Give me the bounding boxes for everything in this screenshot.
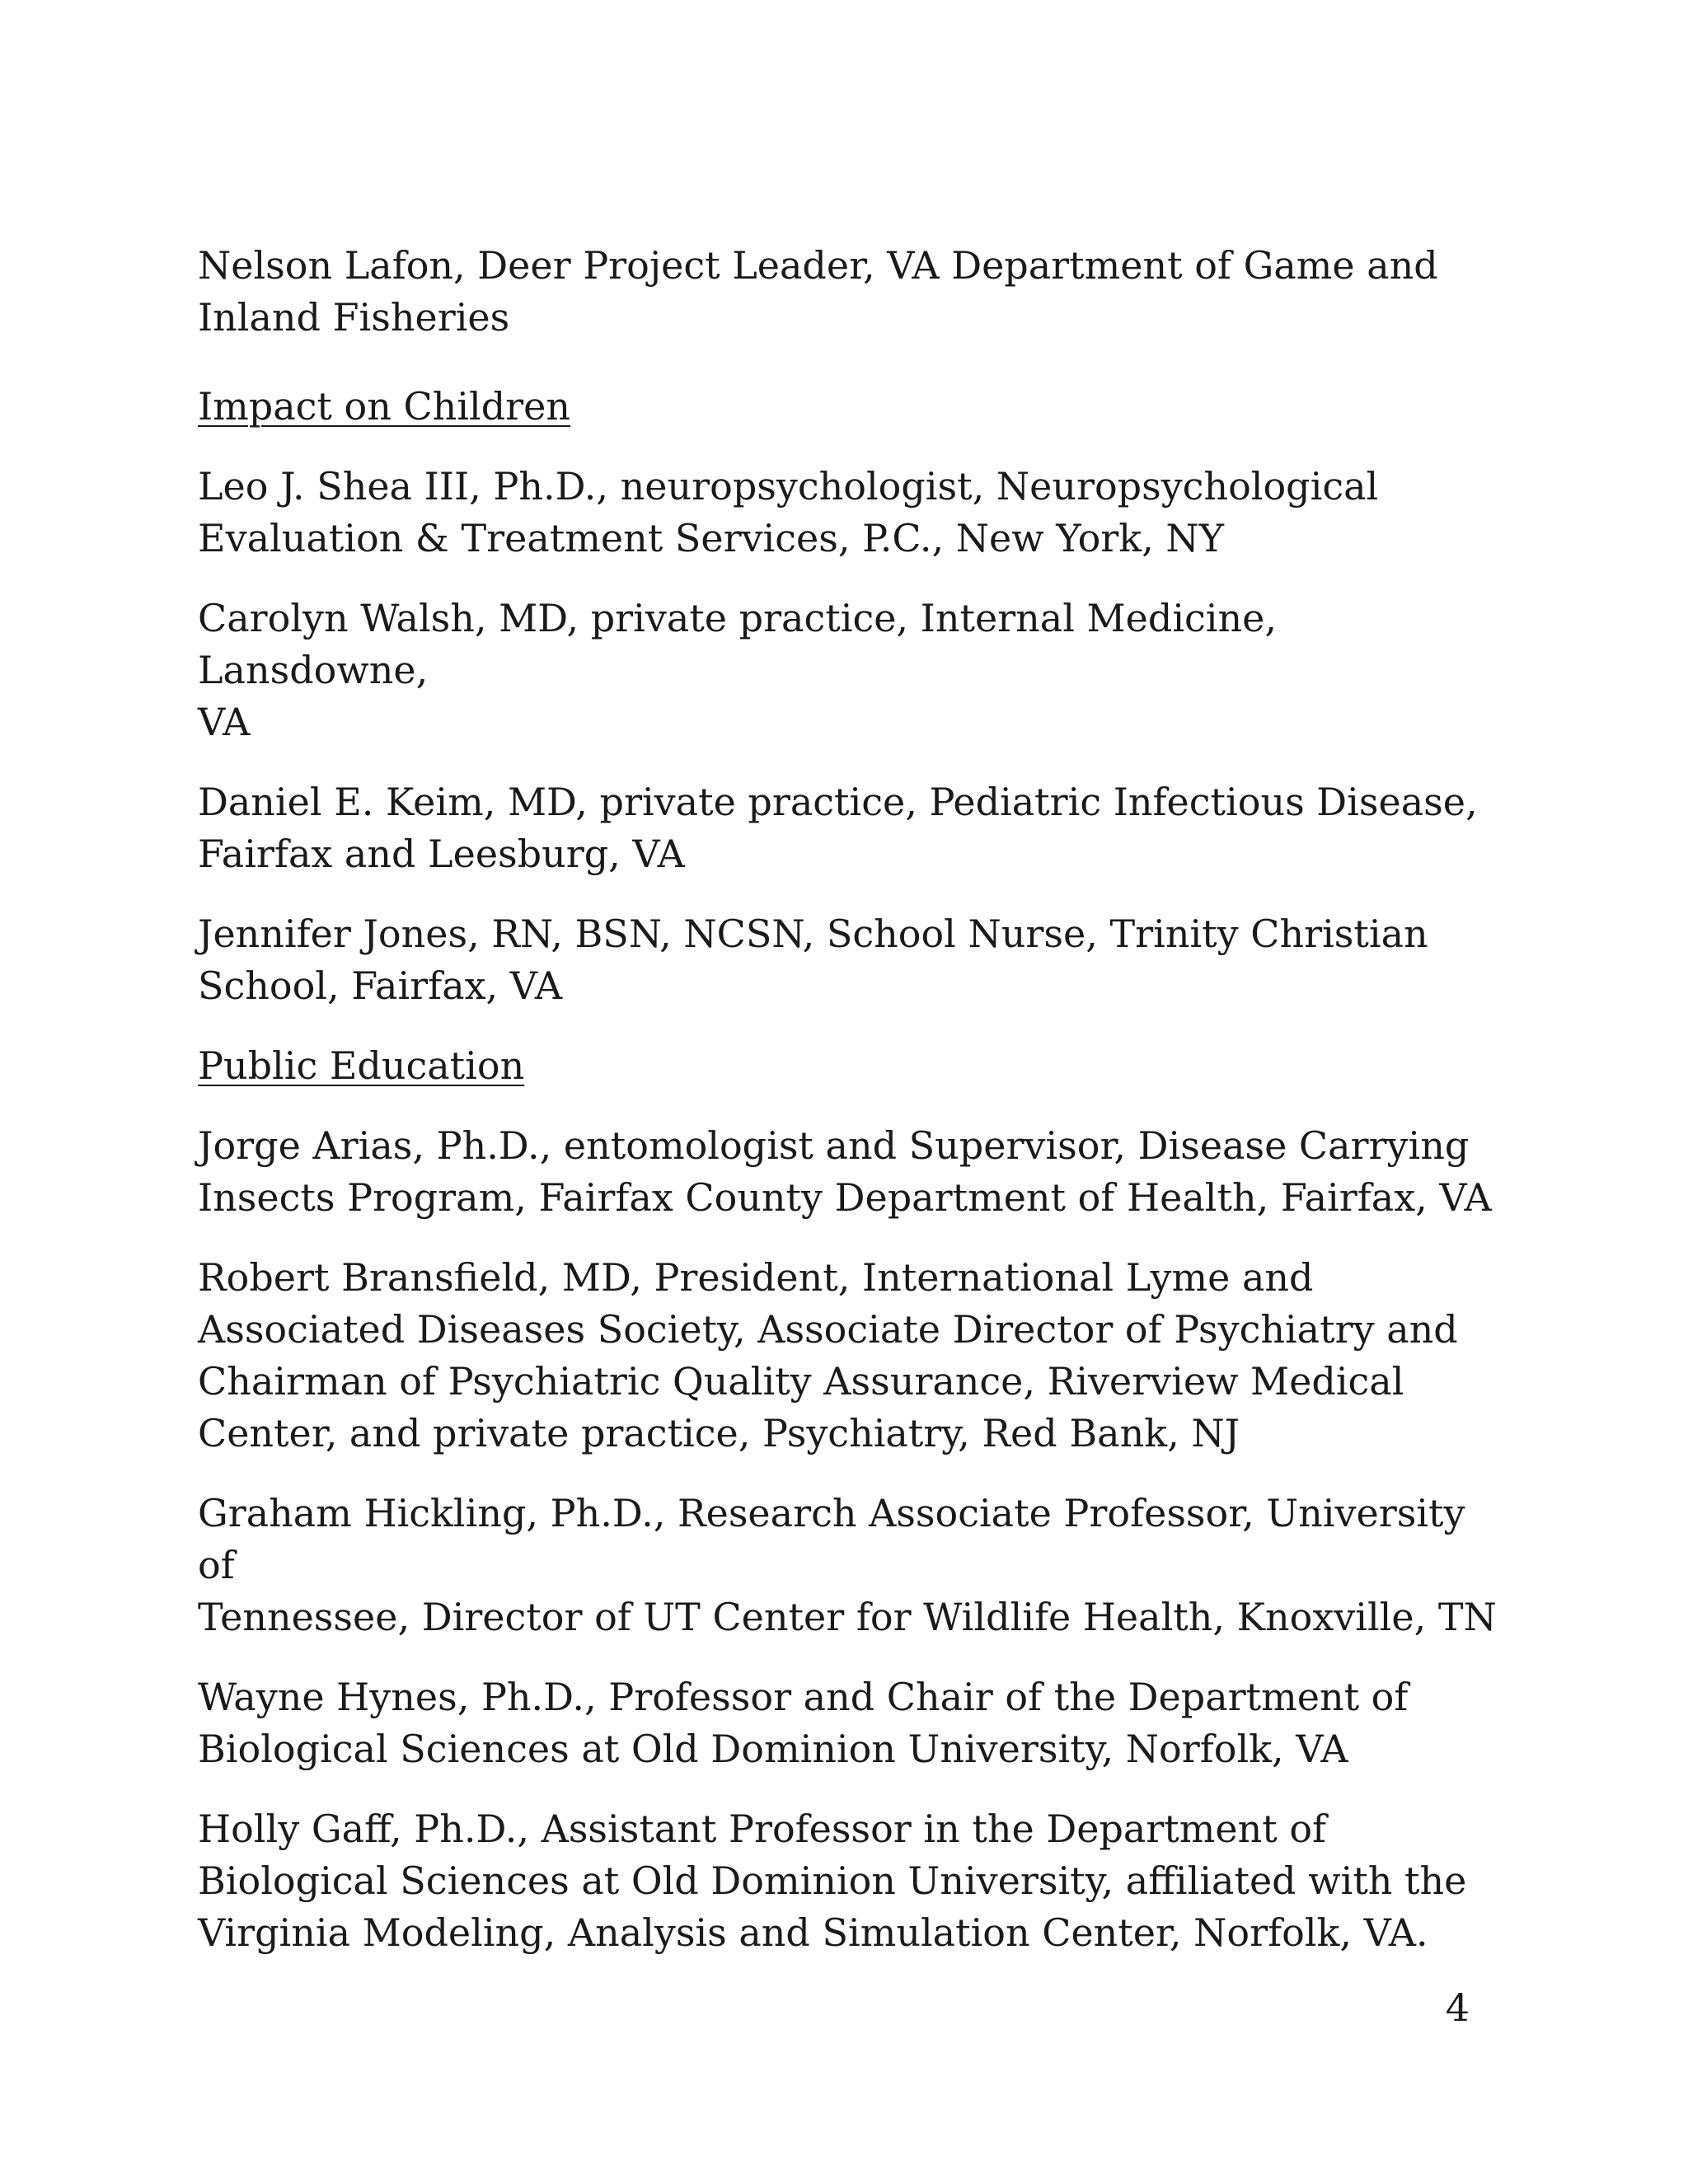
list-item: Wayne Hynes, Ph.D., Professor and Chair of the Department of Biological Sciences at Old Dominion University, Norfolk, VA bbox=[198, 1675, 1409, 1771]
list-item: Daniel E. Keim, MD, private practice, Pediatric Infectious Disease, Fairfax and Leesburg, VA bbox=[198, 780, 1478, 876]
list-item: Carolyn Walsh, MD, private practice, Internal Medicine, Lansdowne, VA bbox=[198, 596, 1277, 744]
section-heading-public-education: Public Education bbox=[198, 1043, 525, 1088]
list-item: Graham Hickling, Ph.D., Research Associate Professor, University of Tennessee, Director of UT Center for Wildlife Health, Knoxville, TN bbox=[198, 1491, 1497, 1639]
list-item: Jennifer Jones, RN, BSN, NCSN, School Nurse, Trinity Christian School, Fairfax, VA bbox=[198, 912, 1428, 1008]
lead-entry: Nelson Lafon, Deer Project Leader, VA Department of Game and Inland Fisheries bbox=[198, 243, 1438, 340]
page-number: 4 bbox=[1445, 1985, 1470, 2030]
list-item: Leo J. Shea III, Ph.D., neuropsychologist, Neuropsychological Evaluation & Treatment Services, P.C., New York, NY bbox=[198, 464, 1379, 560]
list-item: Jorge Arias, Ph.D., entomologist and Supervisor, Disease Carrying Insects Program, Fairfax County Department of Health, Fairfax, VA bbox=[198, 1123, 1492, 1220]
list-item: Robert Bransfield, MD, President, International Lyme and Associated Diseases Society, Associate Director of Psychiatry and Chairman of Psychiatric Quality Assurance, Riverview Medical Center, and private practice, Psychiatry, Red Bank, NJ bbox=[198, 1255, 1458, 1455]
list-item: Holly Gaff, Ph.D., Assistant Professor in the Department of Biological Sciences at Old Dominion University, affiliated with the Virginia Modeling, Analysis and Simulation Center, Norfolk, VA. bbox=[198, 1807, 1467, 1955]
document-page bbox=[198, 240, 1500, 1987]
section-heading-impact-on-children: Impact on Children bbox=[198, 384, 571, 429]
